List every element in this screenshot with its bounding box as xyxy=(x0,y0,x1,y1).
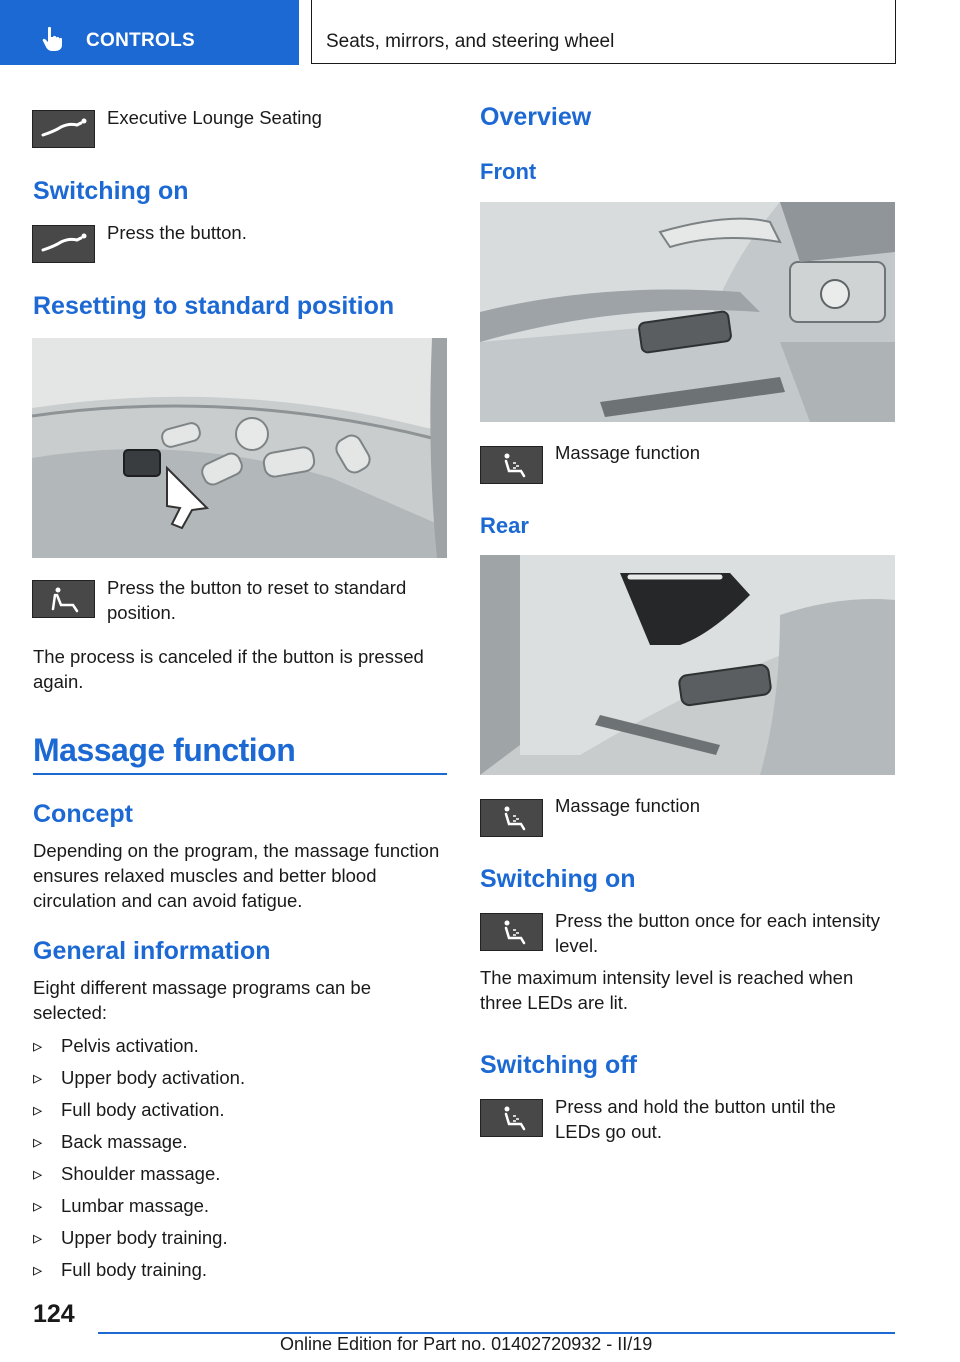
concept-text: Depending on the program, the massage function ensures relaxed muscles and better blood circulation and can avoid fatigue. xyxy=(33,840,440,911)
edition-note: Online Edition for Part no. 01402720932 - II/19 xyxy=(280,1334,653,1354)
massage-function-heading: Massage function xyxy=(33,732,296,768)
massage-program-list: ▹ Pelvis activation. ▹ Upper body activation. ▹ Full body activation. ▹ Back massage. ▹ Shoulder massage. ▹ Lumbar massage. ▹ Upper body training. ▹ Full body training. xyxy=(33,1035,246,1280)
switching-on-caption: Press the button. xyxy=(107,222,247,243)
overview-heading: Overview xyxy=(480,103,592,131)
rear-door-photo xyxy=(480,555,895,775)
resetting-note: The process is canceled if the button is pressed again. xyxy=(33,646,424,692)
hand-pointer-icon xyxy=(40,26,66,52)
section-title: CONTROLS xyxy=(86,30,196,51)
seat-reset-icon xyxy=(32,580,95,618)
switching-on-massage-heading: Switching on xyxy=(480,865,636,893)
chapter-title: Seats, mirrors, and steering wheel xyxy=(326,31,615,52)
heading-rule xyxy=(33,773,447,775)
section-tab xyxy=(0,0,299,65)
icon-caption: Executive Lounge Seating xyxy=(107,107,322,128)
rear-heading: Rear xyxy=(480,513,529,538)
massage-icon xyxy=(480,446,543,484)
lounge-seating-icon xyxy=(32,110,95,148)
general-information-heading: General information xyxy=(33,937,271,965)
lounge-seating-icon xyxy=(32,225,95,263)
switching-off-caption: Press and hold the button until the LEDs go out. xyxy=(555,1096,836,1142)
seat-controls-photo xyxy=(32,338,447,558)
chapter-box xyxy=(311,0,896,64)
switching-on-heading: Switching on xyxy=(33,177,189,205)
concept-heading: Concept xyxy=(33,800,133,828)
resetting-heading: Resetting to standard position xyxy=(33,292,395,320)
switching-off-heading: Switching off xyxy=(480,1051,637,1079)
massage-icon xyxy=(480,913,543,951)
switching-on-massage-caption: Press the button once for each intensity level. xyxy=(555,910,880,956)
front-caption: Massage function xyxy=(555,442,701,463)
page-number: 124 xyxy=(33,1300,75,1328)
switching-on-massage-note: The maximum intensity level is reached when three LEDs are lit. xyxy=(480,967,854,1013)
front-door-photo xyxy=(480,202,895,422)
resetting-caption: Press the button to reset to standard position. xyxy=(107,577,407,623)
massage-icon xyxy=(480,799,543,837)
front-heading: Front xyxy=(480,159,537,184)
general-information-text: Eight different massage programs can be selected: xyxy=(33,977,371,1023)
massage-icon xyxy=(480,1099,543,1137)
rear-caption: Massage function xyxy=(555,795,701,816)
